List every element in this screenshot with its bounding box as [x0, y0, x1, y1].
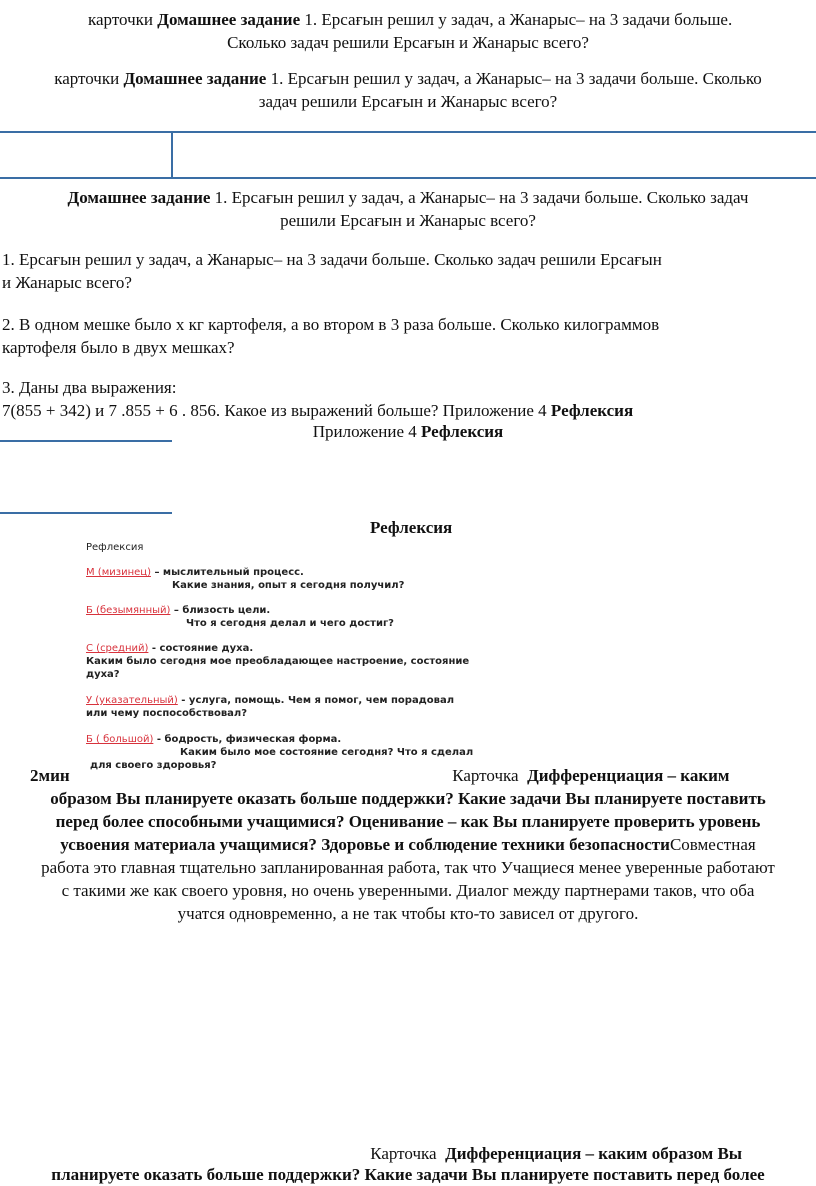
finger-text: - состояние духа.: [148, 643, 254, 654]
homework-paragraph: [0, 186, 816, 232]
time-text: 2мин: [30, 766, 70, 785]
homework-label: Домашнее задание: [123, 69, 267, 88]
figure-question: [172, 580, 404, 592]
homework-label: Домашнее задание: [157, 10, 301, 29]
card-heading: [448, 764, 816, 787]
paragraph-line: перед более способными учащимися?: [55, 812, 345, 831]
task-1-line-1: 1. Ерсағын решил у задач, а Жанарыс– на 3 задачи больше. Сколько задач решили Ерсағын: [2, 250, 662, 269]
figure-item-b: [86, 605, 270, 617]
task-text: 1. Ерсағын решил у задач, а Жанарыс– на 3 задачи больше. Сколько задач: [214, 188, 749, 207]
header-paragraph-1: [0, 8, 816, 54]
figure-title: Рефлексия: [86, 542, 144, 553]
card-label: Карточка: [370, 1144, 437, 1163]
header-paragraph-2: [0, 67, 816, 113]
question-text: духа?: [86, 669, 120, 680]
reflection-figure: [86, 538, 474, 778]
paragraph-line: учатся одновременно, а не так чтобы кто-то зависел от другого.: [177, 904, 639, 923]
differentiation-label: Дифференциация – каким образом Вы: [445, 1144, 743, 1163]
homework-label: Домашнее задание: [67, 188, 211, 207]
question-text: Каким было сегодня мое преобладающее настроение, состояние: [86, 656, 470, 667]
task-text: решили Ерсағын и Жанарыс всего?: [280, 211, 536, 230]
task-text: Сколько задач решили Ерсағын и Жанарыс всего?: [227, 33, 589, 52]
divider-short: [0, 440, 172, 442]
paragraph-line: работа это главная тщательно запланированная работа, так что Учащиеся менее уверенные работают: [41, 858, 775, 877]
task-1-line-2: и Жанарыс всего?: [2, 273, 132, 292]
paragraph-line: с такими же как своего уровня, но очень уверенными. Диалог между партнерами таков, что оба: [61, 881, 755, 900]
finger-label: С (средний): [86, 643, 149, 654]
divider-short: [0, 512, 172, 514]
finger-text: - бодрость, физическая форма.: [153, 734, 342, 745]
question-text: Что я сегодня делал и чего достиг?: [186, 618, 394, 629]
task-3-line-2: 7(855 + 342) и 7 .855 + 6 . 856. Какое из выражений больше?: [2, 401, 439, 420]
differentiation-label: Дифференциация – каким: [527, 766, 730, 785]
table-border-vertical: [171, 131, 173, 179]
task-3: [0, 376, 816, 422]
paragraph-line: образом Вы планируете оказать больше поддержки? Какие задачи Вы планируете поставить: [50, 789, 766, 808]
word-cards: карточки: [88, 10, 153, 29]
task-2: [0, 313, 816, 359]
finger-label: У (указательный): [86, 695, 178, 706]
reflection-label: Рефлексия: [550, 401, 634, 420]
figure-question: [180, 747, 473, 759]
finger-text: – мыслительный процесс.: [150, 567, 304, 578]
question-text: или чему поспособствовал?: [86, 708, 248, 719]
finger-label: Б (безымянный): [86, 605, 171, 616]
question-text: для своего здоровья?: [90, 760, 217, 771]
assessment-label: Оценивание – как Вы планируете проверить уровень: [348, 812, 761, 831]
figure-item-m: [86, 567, 304, 579]
time-label: [30, 764, 150, 787]
table-border-top: [0, 131, 816, 133]
figure-question: [86, 708, 247, 720]
task-1: [0, 248, 816, 294]
word-cards: карточки: [54, 69, 120, 88]
finger-label: Б ( большой): [86, 734, 154, 745]
card-label: Карточка: [452, 766, 519, 785]
differentiation-paragraph: [0, 787, 816, 925]
footer-card-heading: [366, 1142, 816, 1165]
figure-item-u: [86, 695, 454, 707]
question-text: Каким было мое состояние сегодня? Что я сделал: [180, 747, 474, 758]
task-3-line-1: 3. Даны два выражения:: [2, 378, 177, 397]
finger-label: М (мизинец): [86, 567, 151, 578]
finger-text: - услуга, помощь. Чем я помог, чем порадовал: [177, 695, 455, 706]
reflection-heading-text: Рефлексия: [370, 518, 453, 537]
paragraph-line: усвоения материала учащимися?: [60, 835, 317, 854]
joint-work-label: Совместная: [669, 835, 756, 854]
finger-text: – близость цели.: [170, 605, 271, 616]
reflection-heading: [370, 516, 570, 539]
task-text: 1. Ерсағын решил у задач, а Жанарыс– на 3 задачи больше.: [304, 10, 733, 29]
reflection-label: Рефлексия: [421, 422, 504, 441]
figure-item-s: [86, 643, 253, 655]
task-text: задач решили Ерсағын и Жанарыс всего?: [258, 92, 558, 111]
task-text: 1. Ерсағын решил у задач, а Жанарыс– на 3 задачи больше. Сколько: [270, 69, 762, 88]
question-text: Какие знания, опыт я сегодня получил?: [172, 580, 405, 591]
appendix-label: Приложение 4: [312, 422, 417, 441]
figure-question: [186, 618, 394, 630]
paragraph-line: планируете оказать больше поддержки? Какие задачи Вы планируете поставить перед более: [51, 1165, 765, 1184]
figure-question: [86, 656, 469, 668]
task-2-line-2: картофеля было в двух мешках?: [2, 338, 235, 357]
table-border-bottom: [0, 177, 816, 179]
footer-paragraph: [0, 1163, 816, 1186]
figure-item-bb: [86, 734, 341, 746]
health-safety-label: Здоровье и соблюдение техники безопасности: [321, 835, 670, 854]
appendix-label: Приложение 4: [442, 401, 547, 420]
task-2-line-1: 2. В одном мешке было х кг картофеля, а во втором в 3 раза больше. Сколько килограммов: [2, 315, 660, 334]
figure-question: [86, 669, 120, 681]
